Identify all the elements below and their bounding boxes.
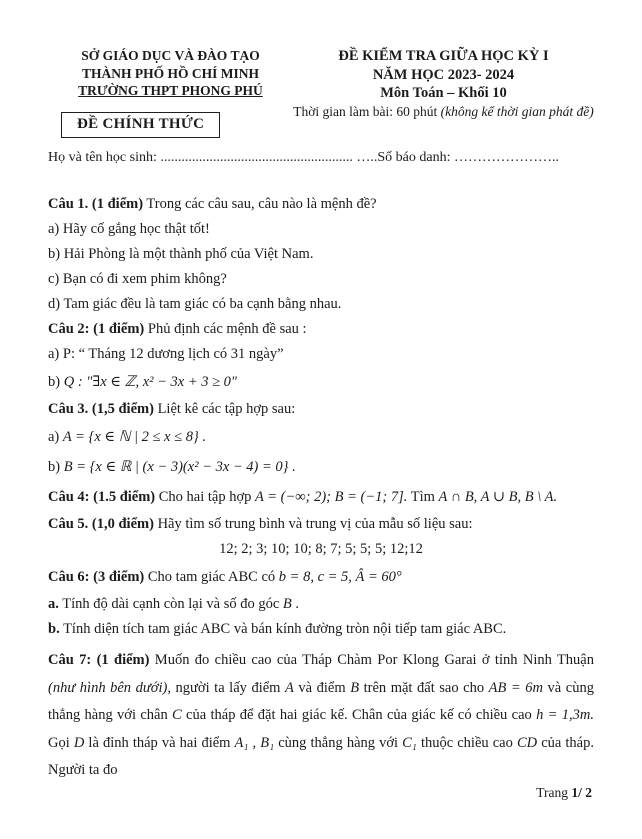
question-7-text-segment: Gọi	[48, 734, 74, 751]
question-7-title: Câu 7: (1 điểm)	[48, 652, 150, 668]
question-1-intro: Trong các câu sau, câu nào là mệnh đề?	[143, 196, 377, 212]
question-7-point-b: B	[350, 679, 360, 696]
student-name-field: ....................................................... …..	[160, 150, 378, 165]
time-limit-note: (không kể thời gian phát đề)	[440, 103, 594, 119]
subject-grade: Môn Toán – Khối 10	[380, 85, 507, 101]
question-2-heading	[48, 317, 594, 342]
question-6-item-b-text: Tính diện tích tam giác ABC và bán kính đường tròn nội tiếp tam giác ABC.	[59, 621, 507, 637]
question-2-item-b-formula: Q : "∃x ∈ ℤ, x² − 3x + 3 ≥ 0"	[63, 374, 238, 390]
question-4-text-1: Cho hai tập hợp	[155, 489, 256, 505]
question-6-heading	[48, 562, 594, 592]
page-number-value: 1/ 2	[571, 785, 592, 800]
question-6-intro: Cho tam giác ABC có	[144, 569, 279, 585]
question-6-item-b-label: b.	[48, 621, 60, 637]
question-7-figure-note: (như hình bên dưới),	[48, 679, 171, 696]
question-7-text-segment: và cùng thẳng hàng với chân	[48, 679, 594, 723]
question-4-sets-formula: A = (−∞; 2); B = (−1; 7].	[255, 489, 408, 505]
question-3-item-b	[48, 452, 594, 482]
question-1-item-c: c) Bạn có đi xem phim không?	[48, 271, 227, 287]
question-3-title: Câu 3. (1,5 điểm)	[48, 401, 154, 417]
question-3-item-a-label: a)	[48, 429, 63, 445]
question-2-item-a: a) P: “ Tháng 12 dương lịch có 31 ngày”	[48, 346, 284, 362]
authority-line-2: THÀNH PHỐ HỒ CHÍ MINH	[81, 65, 259, 81]
issuing-authority-block	[48, 47, 293, 138]
exam-title: ĐỀ KIỂM TRA GIỮA HỌC KỲ I	[338, 48, 549, 64]
question-2-title: Câu 2: (1 điểm)	[48, 321, 145, 337]
question-7-point-d: D	[73, 734, 85, 751]
question-4-title: Câu 4: (1.5 điểm)	[48, 489, 156, 505]
question-7-text-segment: Muốn đo chiều cao của Tháp Chàm Por Klong Garai ở tỉnh Ninh Thuận	[149, 652, 594, 668]
question-1-item-b: b) Hải Phòng là một thành phố của Việt Nam.	[48, 246, 314, 262]
question-1-heading	[48, 192, 594, 217]
question-7-text-segment: của tháp. Người ta đo	[48, 734, 594, 778]
question-7-point-c: C	[172, 707, 182, 723]
page-number-label: Trang	[536, 785, 572, 800]
question-7-height-h: h = 1,3m.	[536, 707, 595, 723]
question-3-item-a	[48, 422, 594, 452]
question-2-item-b	[48, 367, 594, 397]
question-3-heading	[48, 397, 594, 422]
question-6-item-a-suffix: .	[291, 596, 300, 612]
question-4-operations-formula: A ∩ B, A ∪ B, B \ A.	[438, 489, 558, 505]
authority-line-1: SỞ GIÁO DỤC VÀ ĐÀO TẠO	[81, 48, 260, 63]
student-id-label: Số báo danh:	[377, 150, 454, 165]
time-limit-line	[293, 103, 594, 122]
question-2-intro: Phủ định các mệnh đề sau :	[144, 321, 307, 337]
question-2-item-b-label: b)	[48, 374, 64, 390]
question-1-item-a: a) Hãy cố gắng học thật tốt!	[48, 221, 210, 237]
official-exam-box-wrap	[61, 112, 293, 139]
question-7-points-a1-b1: A₁ , B₁	[234, 734, 275, 751]
question-6-item-a-angle: B	[282, 596, 292, 612]
question-3-item-b-label: b)	[48, 459, 64, 475]
student-name-label: Họ và tên học sinh:	[48, 150, 161, 165]
question-6-item-b	[48, 617, 594, 642]
question-7-text-segment: của tháp để đặt hai giác kế. Chân của giác kế có chiều cao	[181, 707, 537, 723]
time-limit-text: Thời gian làm bài: 60 phút	[293, 103, 441, 119]
question-7-text-segment: là đỉnh tháp và hai điểm	[84, 734, 235, 751]
question-5-data-line: 12; 2; 3; 10; 10; 8; 7; 5; 5; 5; 12;12	[219, 541, 423, 557]
student-info-line	[48, 150, 594, 166]
question-6-item-a	[48, 592, 594, 617]
question-6-given-formula: b = 8, c = 5, Â = 60°	[278, 569, 402, 585]
question-7-point-a: A	[285, 679, 294, 696]
question-7-text-segment: trên mặt đất sao cho	[359, 679, 489, 696]
question-6-item-a-text: Tính độ dài cạnh còn lại và số đo góc	[58, 596, 283, 612]
question-3-item-a-formula: A = {x ∈ ℕ | 2 ≤ x ≤ 8} .	[62, 429, 206, 445]
student-id-field: …………………..	[453, 150, 559, 165]
question-4-heading	[48, 482, 594, 512]
questions-section	[48, 192, 594, 785]
exam-title-block	[293, 47, 594, 138]
question-7-point-c1: C₁	[402, 734, 417, 751]
question-7-text-segment: và điểm	[293, 679, 351, 696]
question-1-title: Câu 1. (1 điểm)	[48, 196, 144, 212]
question-7-text-segment: cùng thẳng hàng với	[274, 734, 403, 751]
school-name: TRƯỜNG THPT PHONG PHÚ	[78, 83, 263, 98]
question-7-text-segment: người ta lấy điểm	[171, 679, 285, 696]
question-7-ab-distance: AB = 6m	[488, 679, 543, 696]
question-1-item-d: d) Tam giác đều là tam giác có ba cạnh bằng nhau.	[48, 296, 342, 312]
question-4-text-2: Tìm	[407, 489, 439, 505]
official-exam-badge: ĐỀ CHÍNH THỨC	[61, 112, 220, 139]
question-6-title: Câu 6: (3 điểm)	[48, 569, 145, 585]
school-year: NĂM HỌC 2023- 2024	[372, 66, 515, 83]
question-7-text-segment: thuộc chiều cao	[416, 734, 517, 751]
question-7-segment-cd: CD	[516, 734, 538, 751]
question-6-item-a-label: a.	[48, 596, 59, 612]
question-5-title: Câu 5. (1,0 điểm)	[48, 516, 154, 532]
question-5-heading	[48, 512, 594, 537]
question-3-item-b-formula: B = {x ∈ ℝ | (x − 3)(x² − 3x − 4) = 0} .	[63, 459, 296, 475]
page-footer	[536, 785, 592, 801]
question-3-intro: Liệt kê các tập hợp sau:	[153, 401, 296, 417]
document-header	[48, 47, 594, 138]
question-7-paragraph	[48, 647, 594, 785]
question-5-intro: Hãy tìm số trung bình và trung vị của mẫu số liệu sau:	[153, 516, 473, 532]
